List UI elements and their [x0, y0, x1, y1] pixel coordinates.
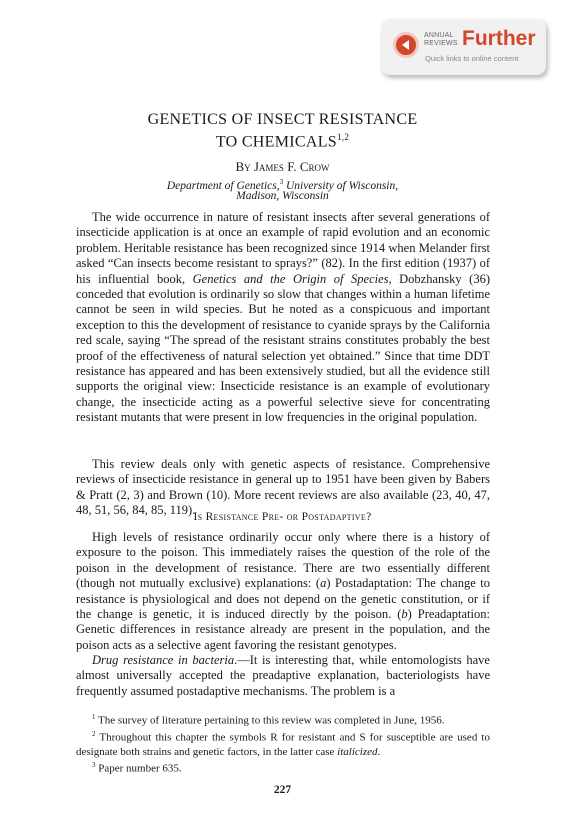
affiliation-line-1: Department of Genetics,$^3$ University of Wisconsin,	[166, 178, 399, 192]
arrow-circle-icon	[393, 32, 419, 58]
annual-label: ANNUAL	[424, 32, 454, 39]
title-line-1: GENETICS OF INSECT RESISTANCE	[147, 111, 418, 128]
book-title: Genetics and the Origin of Species	[192, 271, 389, 286]
paragraph-drug-resistance: Drug resistance in bacteria.—It is interesting that, while entomologists have almost universally accepted the preadaptive explanation, bacteriologists have frequently assumed postadaptive mechanisms. The problem is a	[76, 653, 490, 698]
reviews-label: REVIEWS	[424, 40, 458, 47]
paragraph-explanations: High levels of resistance ordinarily occur only where there is a history of exposure to the poison. This immediately raises the question of the role of the poison in the development of resistance. There are two essentially different (though not mutually exclusive) explanations: (a) Postadaptation: The change to resistance is physiological and does not depend on the genetic constitution, or if the change is genetic, it is induced directly by the poison. (b) Preadaptation: Genetic differences in resistance already are present in the population, and the poison acts as a selective agent favoring the resistant genotypes.	[76, 530, 490, 652]
footnote-1: $^1$ The survey of literature pertaining to this review was completed in June, 1956.	[92, 713, 445, 727]
footnote-2: $^2$ Throughout this chapter the symbols R for resistant and S for susceptible are used to designate both strains and genetic factors, in the latter case italicized.	[76, 730, 490, 758]
affiliation-line-2: Madison, Wisconsin	[236, 190, 329, 202]
paragraph-scope: This review deals only with genetic aspects of resistance. Comprehensive reviews of insecticide resistance in general up to 1951 have been given by Babers & Pratt (2, 3) and Brown (10). More recent reviews are also available (23, 40, 47, 48, 51, 56, 84, 85, 119).	[76, 457, 490, 518]
page-number: 227	[273, 784, 292, 796]
affiliation-footnote-ref[interactable]: 3	[279, 178, 284, 186]
further-label: Further	[462, 27, 536, 50]
title-line-2: TO CHEMICALS$^{1,2}$	[215, 132, 350, 151]
quick-links-label: Quick links to online content	[425, 54, 519, 63]
title-footnote-ref[interactable]: 1,2	[336, 132, 350, 142]
further-badge[interactable]	[381, 19, 546, 75]
footnote-3: $^3$ Paper number 635.	[92, 761, 182, 775]
footnotes	[76, 711, 490, 776]
paragraph-intro: The wide occurrence in nature of resistant insects after several generations of insecticide application is at once an example of rapid evolution and an economic problem. Heritable resistance has been recognized since 1914 when Melander first asked “Can insects become resistant to sprays?” (82). In the first edition (1937) of his influential book, Genetics and the Origin of Species, Dobzhansky (36) conceded that evolution is ordinarily so slow that changes within a human lifetime cannot be seen in wild species. But he noted as a conspicuous and important exception to this the development of resistance to cyanide sprays by the California red scale, saying “The spread of the resistant strains constitutes probably the best proof of the effectiveness of natural selection yet obtained.” Since that time DDT resistance has appeared and has been extensively studied, but all the evidence still supports the original view: Insecticide resistance is an example of evolutionary change, the insecticide acting as a powerful selective sieve for concentrating resistant mutants that were present in low frequencies in the original population.	[76, 210, 490, 425]
author-name: By James F. Crow	[235, 159, 330, 174]
subsection-title: Drug resistance in bacteria	[92, 653, 235, 667]
section-heading: Is Resistance Pre- or Postadaptive?	[193, 511, 372, 523]
